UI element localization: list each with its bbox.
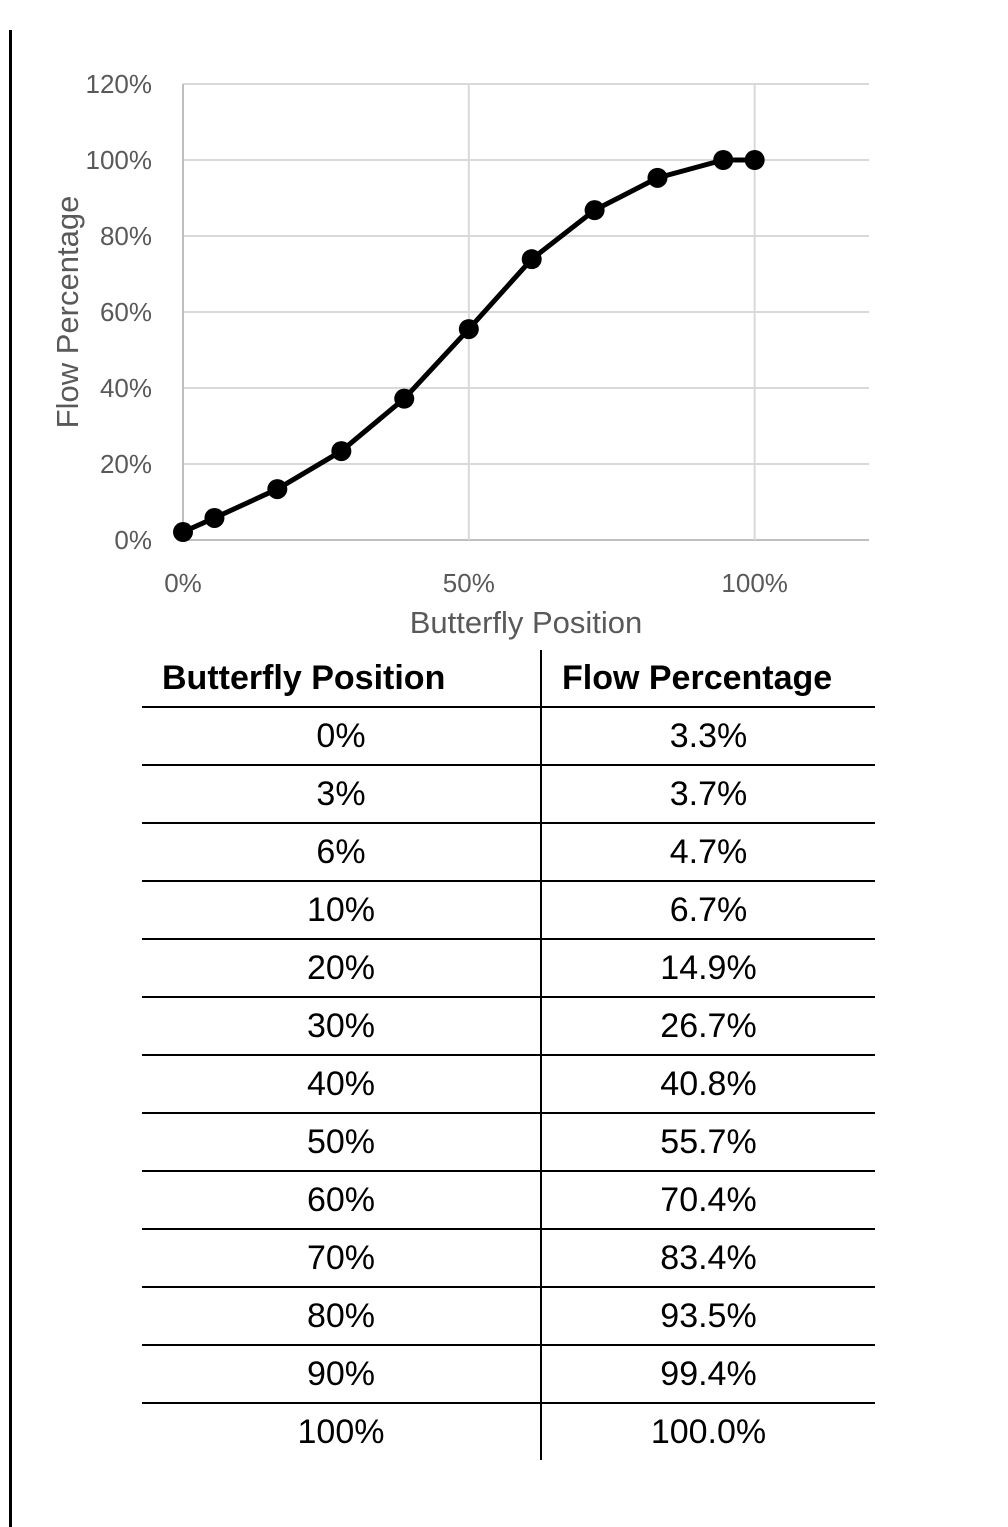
data-table [142,650,875,1460]
column-header-position: Butterfly Position [142,650,541,707]
data-point [522,249,542,269]
y-axis-ticks [86,69,153,555]
data-point [267,479,287,499]
cell-butterfly-position: 90% [142,1345,541,1403]
cell-flow-percentage: 70.4% [541,1171,875,1229]
table-row [142,1287,875,1345]
cell-flow-percentage: 99.4% [541,1345,875,1403]
cell-flow-percentage: 3.7% [541,765,875,823]
x-axis-ticks [164,568,788,598]
cell-butterfly-position: 30% [142,997,541,1055]
cell-flow-percentage: 100.0% [541,1403,875,1460]
x-tick-label: 50% [442,568,495,598]
data-point [713,150,733,170]
y-tick-label: 80% [99,221,152,251]
cell-flow-percentage: 6.7% [541,881,875,939]
cell-butterfly-position: 6% [142,823,541,881]
y-tick-label: 20% [99,449,152,479]
table-row [142,1055,875,1113]
table-row [142,1171,875,1229]
cell-butterfly-position: 100% [142,1403,541,1460]
cell-flow-percentage: 4.7% [541,823,875,881]
table-row [142,1403,875,1460]
y-tick-label: 40% [99,373,152,403]
data-point [745,150,765,170]
data-point [394,389,414,409]
chart-grid [183,84,869,540]
x-tick-label: 0% [164,568,202,598]
y-tick-label: 0% [114,525,152,555]
data-point [173,522,193,542]
cell-flow-percentage: 93.5% [541,1287,875,1345]
cell-flow-percentage: 14.9% [541,939,875,997]
table-header-row [142,650,875,707]
cell-butterfly-position: 60% [142,1171,541,1229]
table-row [142,997,875,1055]
cell-flow-percentage: 40.8% [541,1055,875,1113]
data-point [204,508,224,528]
table-row [142,707,875,765]
cell-butterfly-position: 10% [142,881,541,939]
table-row [142,939,875,997]
cell-flow-percentage: 83.4% [541,1229,875,1287]
table-row [142,823,875,881]
cell-butterfly-position: 50% [142,1113,541,1171]
data-point [331,441,351,461]
cell-butterfly-position: 3% [142,765,541,823]
y-tick-label: 100% [85,145,152,175]
flow-chart [0,0,1008,650]
data-point [647,168,667,188]
cell-butterfly-position: 40% [142,1055,541,1113]
cell-butterfly-position: 20% [142,939,541,997]
cell-flow-percentage: 26.7% [541,997,875,1055]
column-header-flow: Flow Percentage [541,650,875,707]
cell-flow-percentage: 55.7% [541,1113,875,1171]
cell-butterfly-position: 80% [142,1287,541,1345]
table-row [142,1113,875,1171]
table-row [142,1229,875,1287]
y-axis-title: Flow Percentage [50,195,85,429]
y-tick-label: 60% [99,297,152,327]
data-point [459,319,479,339]
cell-butterfly-position: 0% [142,707,541,765]
x-axis-title: Butterfly Position [409,605,643,640]
data-point [585,200,605,220]
x-tick-label: 100% [721,568,788,598]
cell-flow-percentage: 3.3% [669,716,748,755]
table-row [142,881,875,939]
table-row [142,1345,875,1403]
table-row [142,765,875,823]
cell-butterfly-position: 70% [142,1229,541,1287]
y-tick-label: 120% [85,69,152,99]
